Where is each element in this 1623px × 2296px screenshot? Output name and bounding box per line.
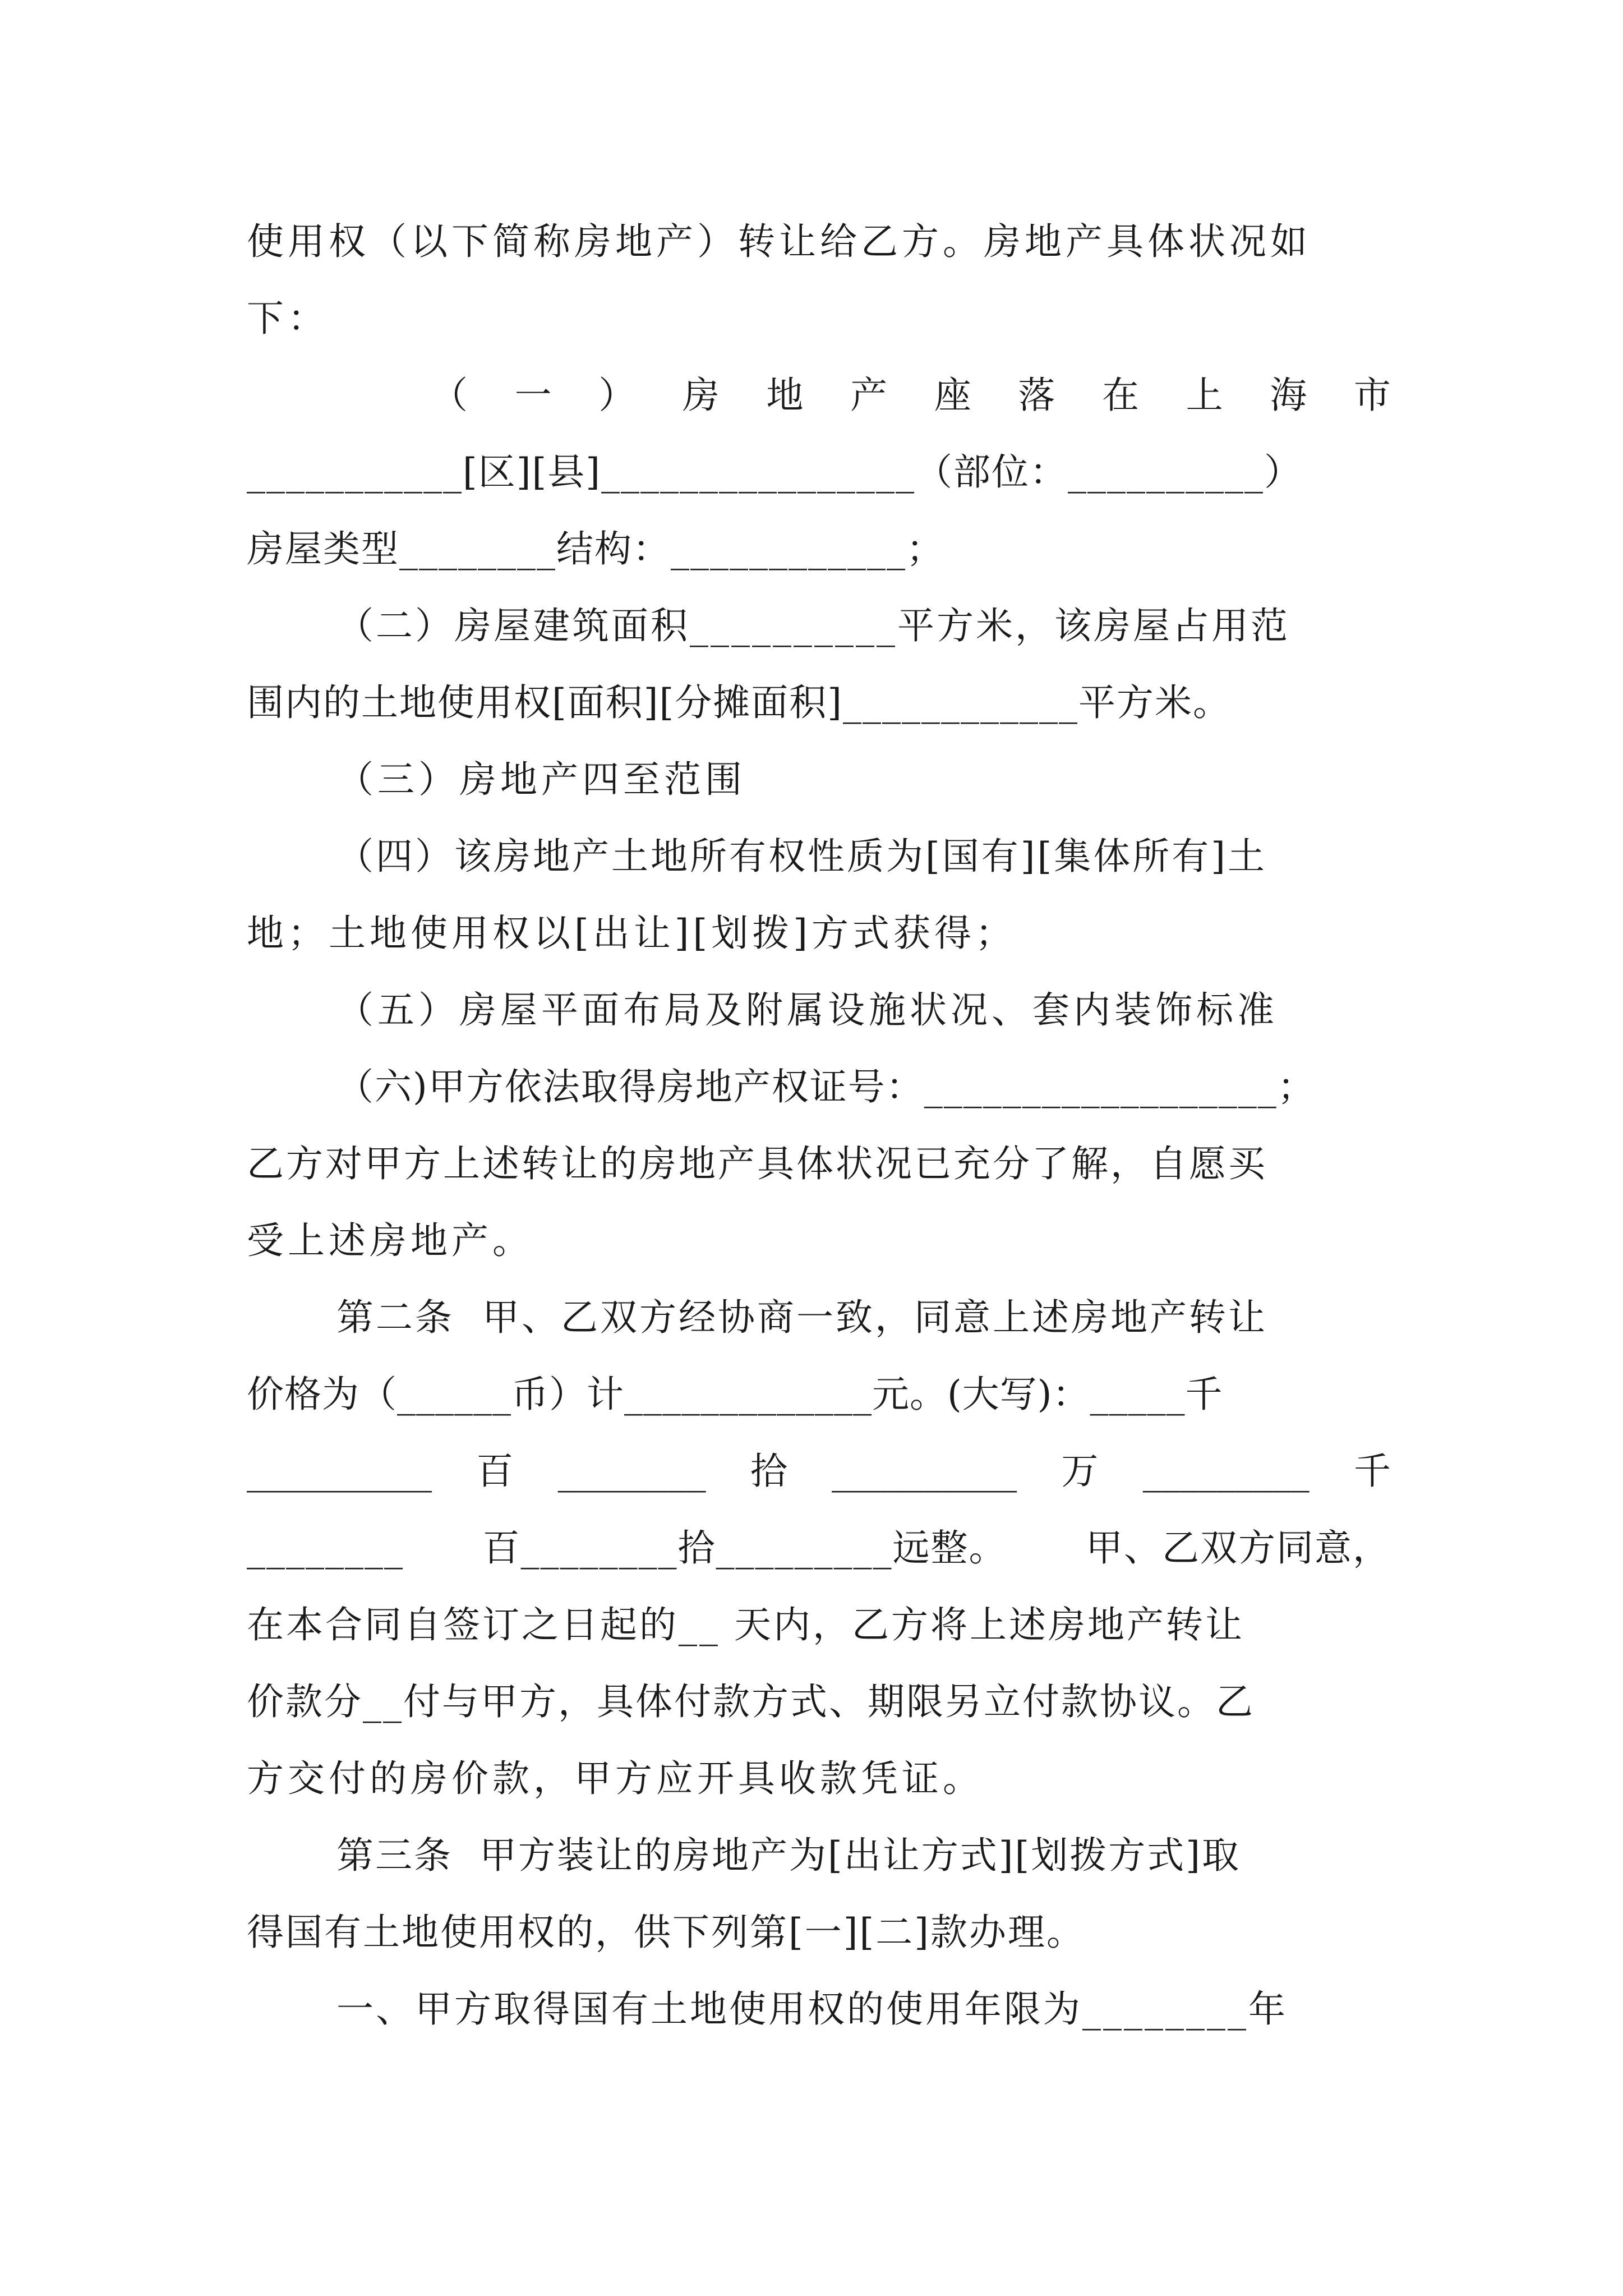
text-line-payment-days: 在本合同自签订之日起的__ 天内，乙方将上述房地产转让 — [247, 1603, 1244, 1646]
text-line-article-2: 第二条 甲、乙双方经协商一致，同意上述房地产转让 — [336, 1296, 1267, 1339]
amount-part: 千 — [1353, 1450, 1391, 1493]
text-line-article-3: 第三条 甲方装让的房地产为[出让方式][划拨方式]取 — [336, 1834, 1241, 1877]
amount-part: 拾 — [750, 1450, 787, 1493]
text-line-acquisition: 地；土地使用权以[出让][划拨]方式获得； — [247, 912, 1016, 955]
amount-part: 甲、乙双方同意， — [1086, 1526, 1391, 1570]
text-line-house-type: 房屋类型________结构：____________； — [247, 527, 944, 570]
amount-part: 百________拾_________远整。 — [482, 1526, 1007, 1570]
text-line-receipt: 方交付的房价款，甲方应开具收款凭证。 — [247, 1757, 984, 1800]
amount-part: 万 — [1061, 1450, 1099, 1493]
location-char: 在 — [1102, 374, 1139, 417]
text-line-location-heading — [431, 374, 1391, 417]
text-line-price: 价格为（______币）计_____________元。(大写)：_____千 — [247, 1373, 1223, 1416]
text-line-certificate: （六)甲方依法取得房地产权证号：__________________； — [336, 1065, 1316, 1108]
amount-part: ________ — [247, 1526, 404, 1570]
location-char: 座 — [934, 374, 971, 417]
text-line-boundaries: （三）房地产四至范围 — [336, 758, 746, 801]
amount-part: ________ — [557, 1450, 706, 1493]
location-char: 海 — [1270, 374, 1307, 417]
amount-part: 百 — [476, 1450, 514, 1493]
text-line-price-amount — [247, 1450, 1391, 1493]
location-char: 市 — [1353, 374, 1391, 417]
text-line-land-area: 围内的土地使用权[面积][分摊面积]____________平方米。 — [247, 681, 1231, 724]
text-line-land-term: 一、甲方取得国有土地使用权的使用年限为________年 — [336, 1987, 1288, 2031]
text-line-price-amount-end — [247, 1526, 1391, 1570]
amount-part: _________ — [1142, 1450, 1310, 1493]
location-char: 上 — [1186, 374, 1223, 417]
text-line-accept: 受上述房地产。 — [247, 1219, 533, 1262]
text-line-2: 下： — [247, 297, 329, 340]
text-line-building-area: （二）房屋建筑面积__________平方米，该房屋占用范 — [336, 604, 1290, 647]
text-line-layout: （五）房屋平面布局及附属设施状况、套内装饰标准 — [336, 988, 1278, 1032]
text-line-district: ___________[区][县]________________（部位：__________） — [247, 450, 1302, 494]
location-char: （ — [431, 374, 468, 417]
text-line-article-3-cont: 得国有土地使用权的，供下列第[一][二]款办理。 — [247, 1911, 1085, 1954]
location-char: 地 — [766, 374, 804, 417]
location-char: 产 — [850, 374, 888, 417]
amount-part: __________ — [832, 1450, 1017, 1493]
location-char: 落 — [1018, 374, 1055, 417]
location-char: 房 — [682, 374, 720, 417]
text-line-ownership: （四）该房地产土地所有权性质为[国有][集体所有]土 — [336, 835, 1267, 878]
text-line-payment-method: 价款分__付与甲方，具体付款方式、期限另立付款协议。乙 — [247, 1680, 1255, 1723]
amount-part: __________ — [247, 1450, 432, 1493]
text-line-buyer-aware: 乙方对甲方上述转让的房地产具体状况已充分了解，自愿买 — [247, 1142, 1267, 1185]
location-char: 一 — [514, 374, 552, 417]
text-line-1: 使用权（以下简称房地产）转让给乙方。房地产具体状况如 — [247, 220, 1311, 263]
location-char: ） — [598, 374, 636, 417]
